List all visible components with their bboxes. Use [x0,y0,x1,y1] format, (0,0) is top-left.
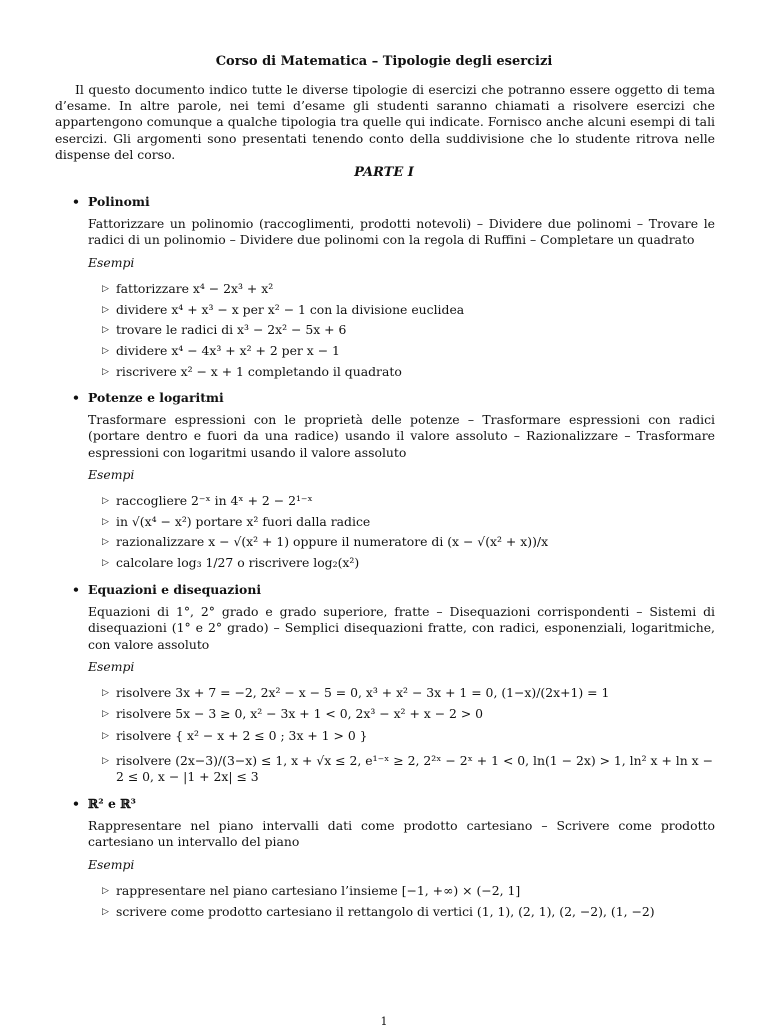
examples-label: Esempi [88,658,135,674]
triangle-right-icon: ▷ [102,516,109,527]
section-title [72,582,715,598]
example-item [72,728,715,744]
bullet-icon: • [72,390,80,405]
triangle-right-icon: ▷ [102,756,109,767]
examples-list [72,685,715,786]
example-item [72,904,715,920]
example-item [72,343,715,359]
example-text: risolvere 5x − 3 ≥ 0, x² − 3x + 1 < 0, 2x³ − x² + x − 2 > 0 [116,705,484,721]
example-text: trovare le radici di x³ − 2x² − 5x + 6 [116,322,347,338]
triangle-right-icon: ▷ [102,304,109,315]
example-text: in √(x⁴ − x²) portare x² fuori dalla radice [116,513,371,529]
section-title [72,390,715,406]
section-equazioni-disequazioni [72,582,715,790]
example-text: razionalizzare x − √(x² + 1) oppure il numeratore di (x − √(x² + x))/x [116,534,549,550]
example-text: risolvere { x² − x + 2 ≤ 0 ; 3x + 1 > 0 } [116,727,368,743]
bullet-icon: • [72,796,80,811]
part-heading: PARTE I [354,165,414,180]
section-title [72,796,715,812]
example-item [72,514,715,530]
examples-list [72,493,715,571]
section-title-text: Potenze e logaritmi [88,390,224,405]
page-number: 1 [380,1015,388,1028]
example-text: fattorizzare x⁴ − 2x³ + x² [116,280,274,296]
section-title-text: ℝ² e ℝ³ [88,796,136,811]
example-item [72,364,715,380]
section-description: Rappresentare nel piano intervalli dati come prodotto cartesiano – Scrivere come prodotto cartesiano un intervallo del piano [88,818,715,850]
section-title [72,194,715,210]
triangle-right-icon: ▷ [102,325,109,336]
section-title-text: Equazioni e disequazioni [88,582,262,597]
section-r2-r3 [72,796,715,924]
bullet-icon: • [72,194,80,209]
example-item [72,534,715,550]
example-text: scrivere come prodotto cartesiano il rettangolo di vertici (1, 1), (2, 1), (2, −2), (1, −2) [116,903,655,919]
example-text: dividere x⁴ + x³ − x per x² − 1 con la divisione euclidea [116,301,465,317]
example-item [72,302,715,318]
example-item [72,753,715,785]
triangle-right-icon: ▷ [102,283,109,294]
triangle-right-icon: ▷ [102,708,109,719]
intro-paragraph: Il questo documento indico tutte le diverse tipologie di esercizi che potranno essere oggetto di tema d’esame. In altre parole, nei temi d’esame gli studenti saranno chiamati a risolvere esercizi che appartengono comunque a qualche tipologia tra quelle qui indicate. Fornisco anche alcuni esempi di tali esercizi. Gli argomenti sono presentati tenendo conto della suddivisione che lo studente ritrova nelle dispense del corso. [55,82,715,162]
example-text: calcolare log₃ 1/27 o riscrivere log₂(x²) [116,555,360,571]
bullet-icon: • [72,582,80,597]
example-text: raccogliere 2⁻ˣ in 4ˣ + 2 − 2¹⁻ˣ [116,493,313,509]
example-item [72,493,715,509]
examples-label: Esempi [88,856,135,872]
triangle-right-icon: ▷ [102,688,109,699]
triangle-right-icon: ▷ [102,537,109,548]
section-description: Equazioni di 1°, 2° grado e grado superiore, fratte – Disequazioni corrispondenti – Sistemi di disequazioni (1° e 2° grado) – Semplici disequazioni fratte, con radici, esponenziali, logaritmiche, con valore assoluto [88,604,715,652]
document-title: Corso di Matematica – Tipologie degli esercizi [215,54,553,69]
example-text: rappresentare nel piano cartesiano l’insieme [−1, +∞) × (−2, 1] [116,882,521,898]
example-text: risolvere 3x + 7 = −2, 2x² − x − 5 = 0, x³ + x² − 3x + 1 = 0, (1−x)/(2x+1) = 1 [116,685,610,701]
triangle-right-icon: ▷ [102,730,109,741]
triangle-right-icon: ▷ [102,885,109,896]
examples-label: Esempi [88,466,135,482]
example-item [72,706,715,722]
section-polinomi [72,194,715,384]
example-item [72,281,715,297]
triangle-right-icon: ▷ [102,345,109,356]
example-item [72,685,715,701]
examples-list [72,281,715,380]
section-description: Fattorizzare un polinomio (raccoglimenti, prodotti notevoli) – Dividere due polinomi – Trovare le radici di un polinomio – Dividere due polinomi con la regola di Ruffini – Completare un quadrato [88,216,715,248]
example-item [72,555,715,571]
triangle-right-icon: ▷ [102,906,109,917]
section-title-text: Polinomi [88,194,150,209]
section-description: Trasformare espressioni con le proprietà delle potenze – Trasformare espressioni con radici (portare dentro e fuori da una radice) usando il valore assoluto – Razionalizzare – Trasformare espressioni con logaritmi usando il valore assoluto [88,412,715,460]
triangle-right-icon: ▷ [102,366,109,377]
examples-label: Esempi [88,254,135,270]
examples-list [72,883,715,920]
triangle-right-icon: ▷ [102,558,109,569]
section-potenze-logaritmi [72,390,715,576]
triangle-right-icon: ▷ [102,496,109,507]
example-text: dividere x⁴ − 4x³ + x² + 2 per x − 1 [116,342,340,358]
example-item [72,322,715,338]
example-text: risolvere (2x−3)/(3−x) ≤ 1, x + √x ≤ 2, e¹⁻ˣ ≥ 2, 2²ˣ − 2ˣ + 1 < 0, ln(1 − 2x) > 1, ln² x + ln x − 2 ≤ 0, x − |1 + 2x| ≤ 3 [116,753,713,785]
example-item [72,883,715,899]
example-text: riscrivere x² − x + 1 completando il quadrato [116,363,402,379]
